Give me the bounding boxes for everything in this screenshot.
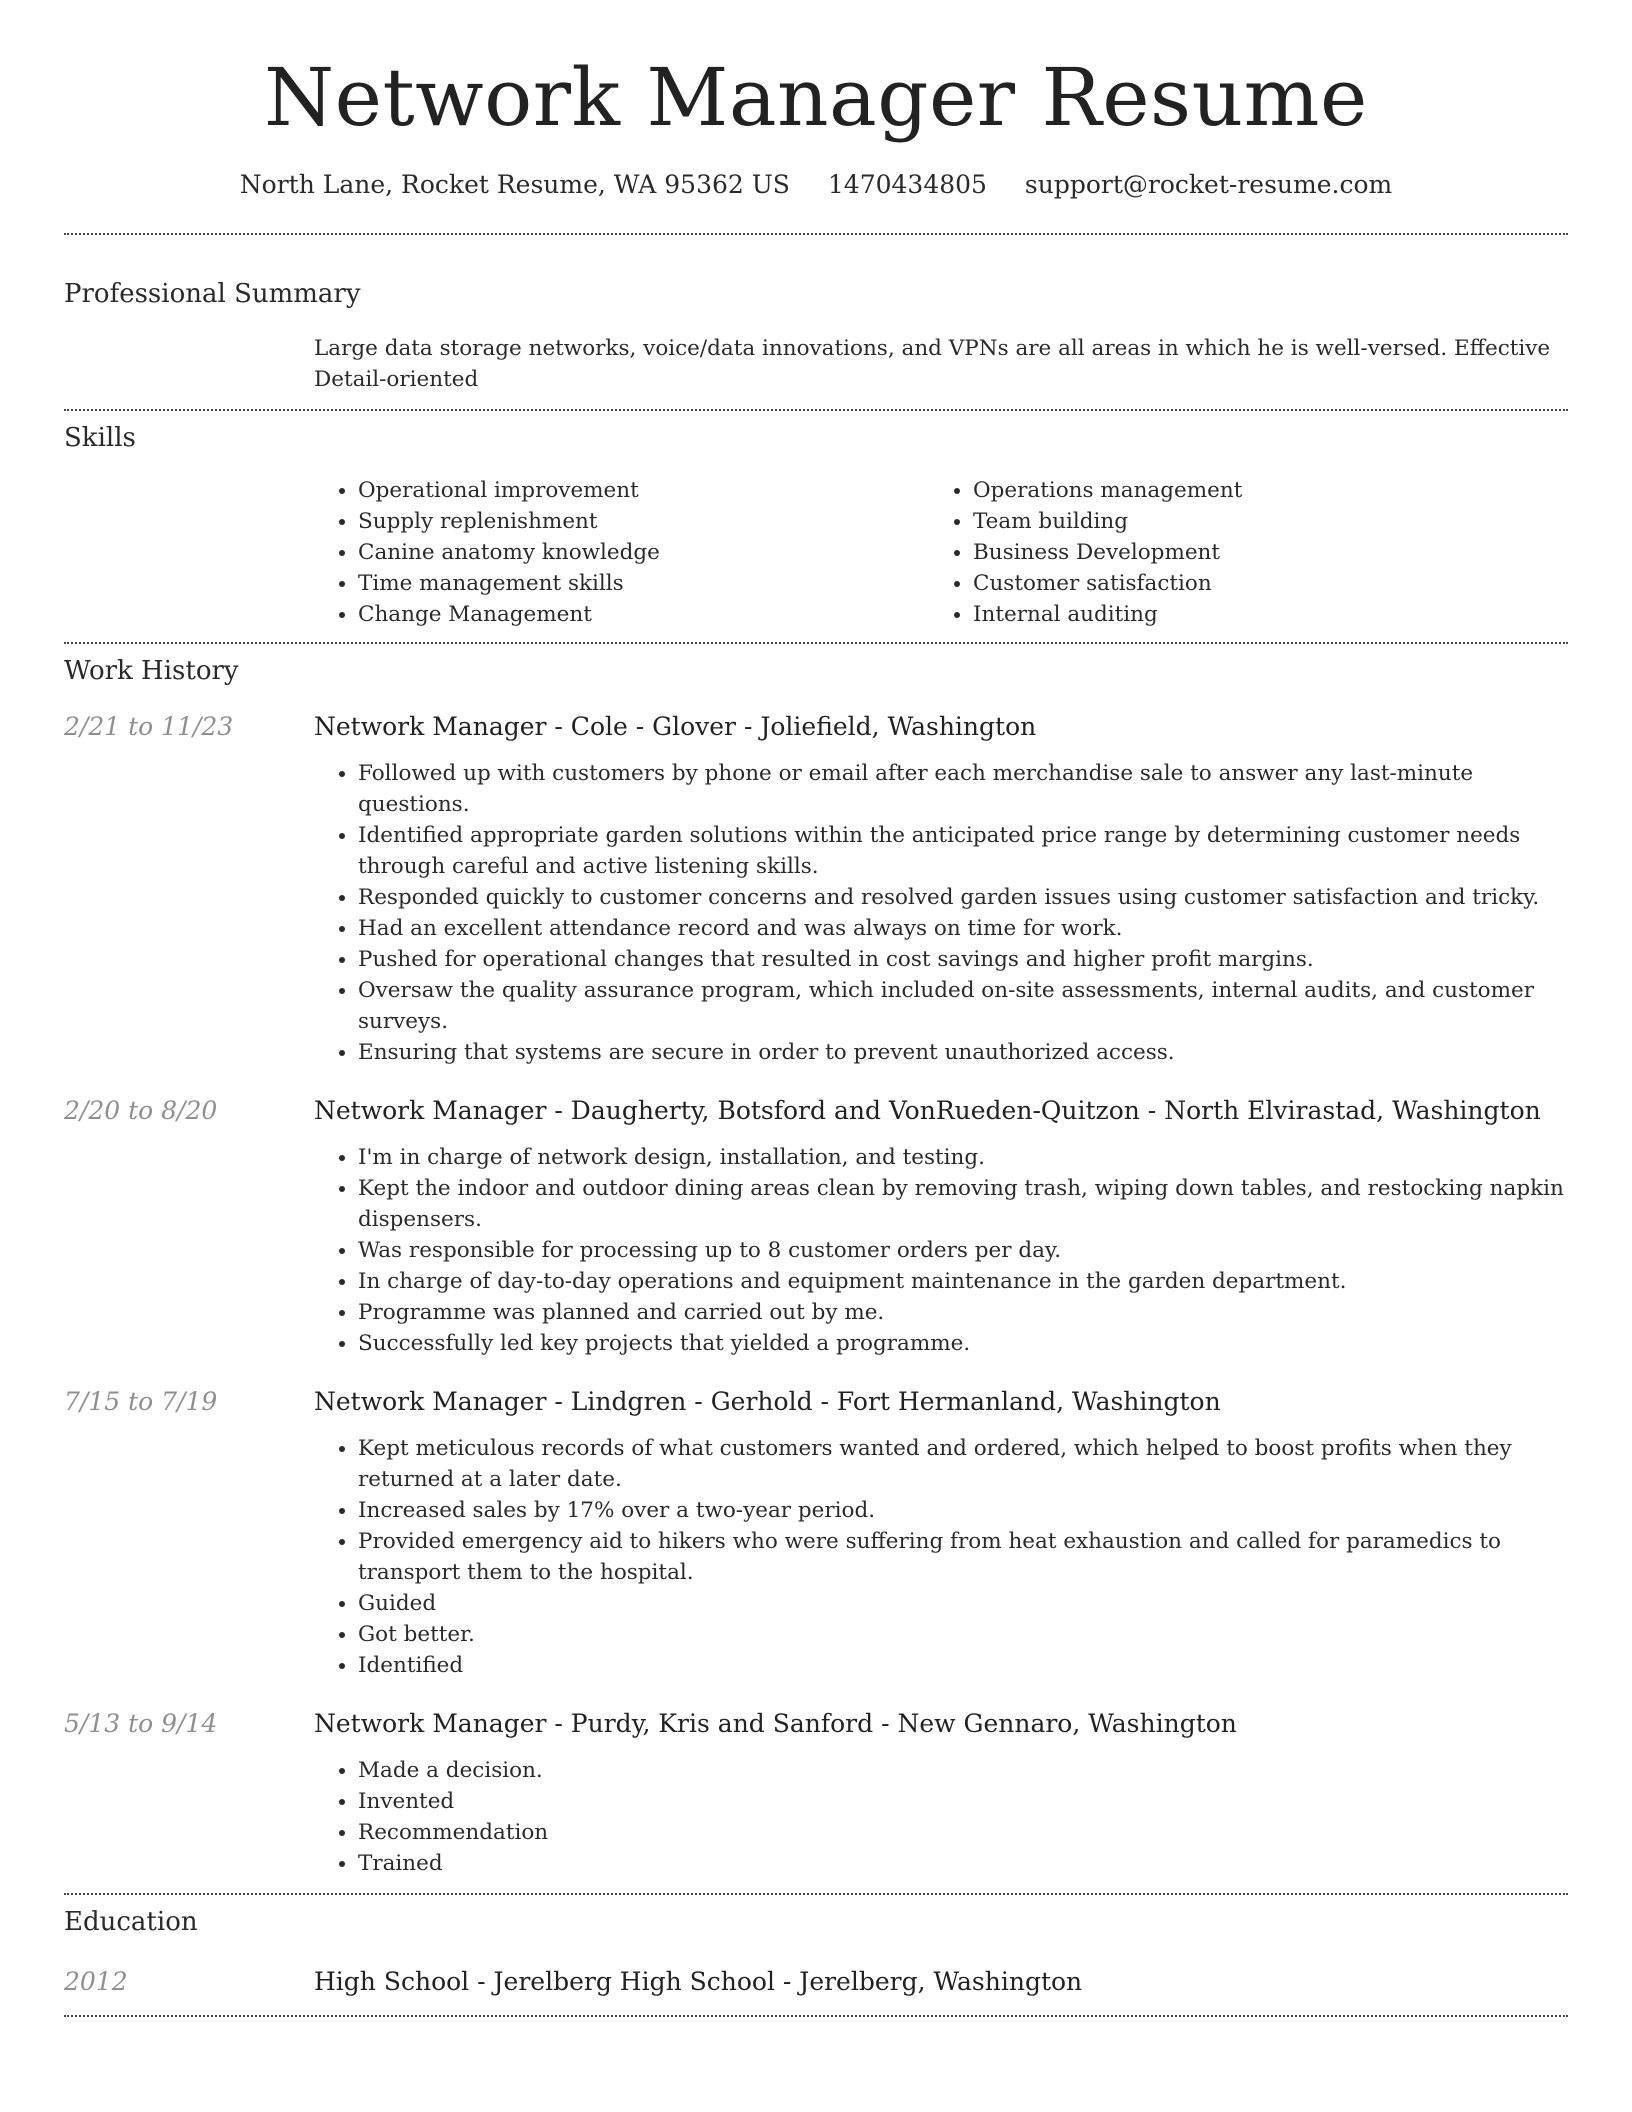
job-details: [314, 1387, 1568, 1681]
job-bullet: • Increased sales by 17% over a two-year period.: [358, 1495, 1568, 1526]
skills-section: [64, 411, 1568, 642]
job-dates: 2/20 to 8/20: [64, 1096, 218, 1125]
job-entry: [64, 1709, 1568, 1879]
skill-item: • Internal auditing: [973, 599, 1544, 630]
skill-item: • Customer satisfaction: [973, 568, 1544, 599]
job-heading: Network Manager - Purdy, Kris and Sanford - New Gennaro, Washington: [314, 1709, 1237, 1738]
job-bullet: • Followed up with customers by phone or email after each merchandise sale to answer any last-minute questions.: [358, 758, 1568, 820]
skill-item: • Operational improvement: [358, 475, 929, 506]
resume-title: Network Manager Resume: [264, 51, 1368, 144]
job-bullet: • I'm in charge of network design, installation, and testing.: [358, 1142, 1568, 1173]
job-bullet: • Provided emergency aid to hikers who were suffering from heat exhaustion and called for paramedics to transport them to the hospital.: [358, 1526, 1568, 1588]
section-divider: [64, 2015, 1568, 2017]
skill-item: • Canine anatomy knowledge: [358, 537, 929, 568]
job-bullet: • Kept meticulous records of what customers wanted and ordered, which helped to boost profits when they returned at a later date.: [358, 1433, 1568, 1495]
job-bullet: • Ensuring that systems are secure in order to prevent unauthorized access.: [358, 1037, 1568, 1068]
skill-item: • Business Development: [973, 537, 1544, 568]
job-bullet: • In charge of day-to-day operations and equipment maintenance in the garden department.: [358, 1266, 1568, 1297]
job-dates: 2/21 to 11/23: [64, 712, 234, 741]
job-bullets: [314, 1755, 1568, 1879]
education-heading: Education: [64, 1907, 198, 1937]
job-heading: Network Manager - Cole - Glover - Joliefield, Washington: [314, 712, 1037, 741]
contact-address: North Lane, Rocket Resume, WA 95362 US: [239, 170, 790, 199]
summary-heading: Professional Summary: [64, 279, 361, 309]
job-heading: Network Manager - Daugherty, Botsford and VonRueden-Quitzon - North Elvirastad, Washington: [314, 1096, 1541, 1125]
job-bullets: [314, 1433, 1568, 1681]
skills-heading: Skills: [64, 423, 136, 453]
job-bullet: • Kept the indoor and outdoor dining areas clean by removing trash, wiping down tables, and restocking napkin dispensers.: [358, 1173, 1568, 1235]
job-entry: [64, 712, 1568, 1068]
education-entry: [64, 1967, 1568, 2015]
job-entry: [64, 1387, 1568, 1681]
skill-item: • Team building: [973, 506, 1544, 537]
job-bullet: • Responded quickly to customer concerns and resolved garden issues using customer satisfaction and tricky.: [358, 882, 1568, 913]
resume-header: [64, 0, 1568, 199]
job-bullet: • Identified: [358, 1650, 1568, 1681]
job-bullet: • Oversaw the quality assurance program, which included on-site assessments, internal audits, and customer surveys.: [358, 975, 1568, 1037]
job-bullet: • Invented: [358, 1786, 1568, 1817]
skills-column-left: [314, 475, 929, 630]
contact-phone: 1470434805: [827, 170, 987, 199]
education-section: [64, 1895, 1568, 2015]
contact-line: [64, 170, 1568, 199]
job-bullet: • Programme was planned and carried out by me.: [358, 1297, 1568, 1328]
education-heading-line: High School - Jerelberg High School - Jerelberg, Washington: [314, 1967, 1083, 1996]
job-details: [314, 1096, 1568, 1359]
job-bullet: • Was responsible for processing up to 8 customer orders per day.: [358, 1235, 1568, 1266]
job-bullet: • Had an excellent attendance record and was always on time for work.: [358, 913, 1568, 944]
work-history-heading: Work History: [64, 656, 239, 686]
job-bullets: [314, 1142, 1568, 1359]
job-bullet: • Pushed for operational changes that resulted in cost savings and higher profit margins.: [358, 944, 1568, 975]
job-heading: Network Manager - Lindgren - Gerhold - Fort Hermanland, Washington: [314, 1387, 1221, 1416]
skills-column-right: [929, 475, 1544, 630]
summary-section: [64, 235, 1568, 409]
job-bullet: • Identified appropriate garden solutions within the anticipated price range by determining customer needs through careful and active listening skills.: [358, 820, 1568, 882]
job-dates: 5/13 to 9/14: [64, 1709, 218, 1738]
education-year: 2012: [64, 1967, 128, 1996]
job-details: [314, 1709, 1568, 1879]
job-bullet: • Got better.: [358, 1619, 1568, 1650]
skill-item: • Change Management: [358, 599, 929, 630]
work-history-section: [64, 644, 1568, 1893]
summary-text: Large data storage networks, voice/data innovations, and VPNs are all areas in which he is well-versed. Effective Detail-oriented: [314, 336, 1551, 392]
skill-item: • Time management skills: [358, 568, 929, 599]
job-details: [314, 712, 1568, 1068]
job-bullet: • Made a decision.: [358, 1755, 1568, 1786]
skills-grid: [314, 475, 1568, 642]
job-bullet: • Recommendation: [358, 1817, 1568, 1848]
job-bullet: • Guided: [358, 1588, 1568, 1619]
skill-item: • Operations management: [973, 475, 1544, 506]
job-entry: [64, 1096, 1568, 1359]
contact-email: support@rocket-resume.com: [1024, 170, 1393, 199]
job-bullet: • Trained: [358, 1848, 1568, 1879]
job-bullets: [314, 758, 1568, 1068]
skill-item: • Supply replenishment: [358, 506, 929, 537]
job-bullet: • Successfully led key projects that yielded a programme.: [358, 1328, 1568, 1359]
job-dates: 7/15 to 7/19: [64, 1387, 218, 1416]
